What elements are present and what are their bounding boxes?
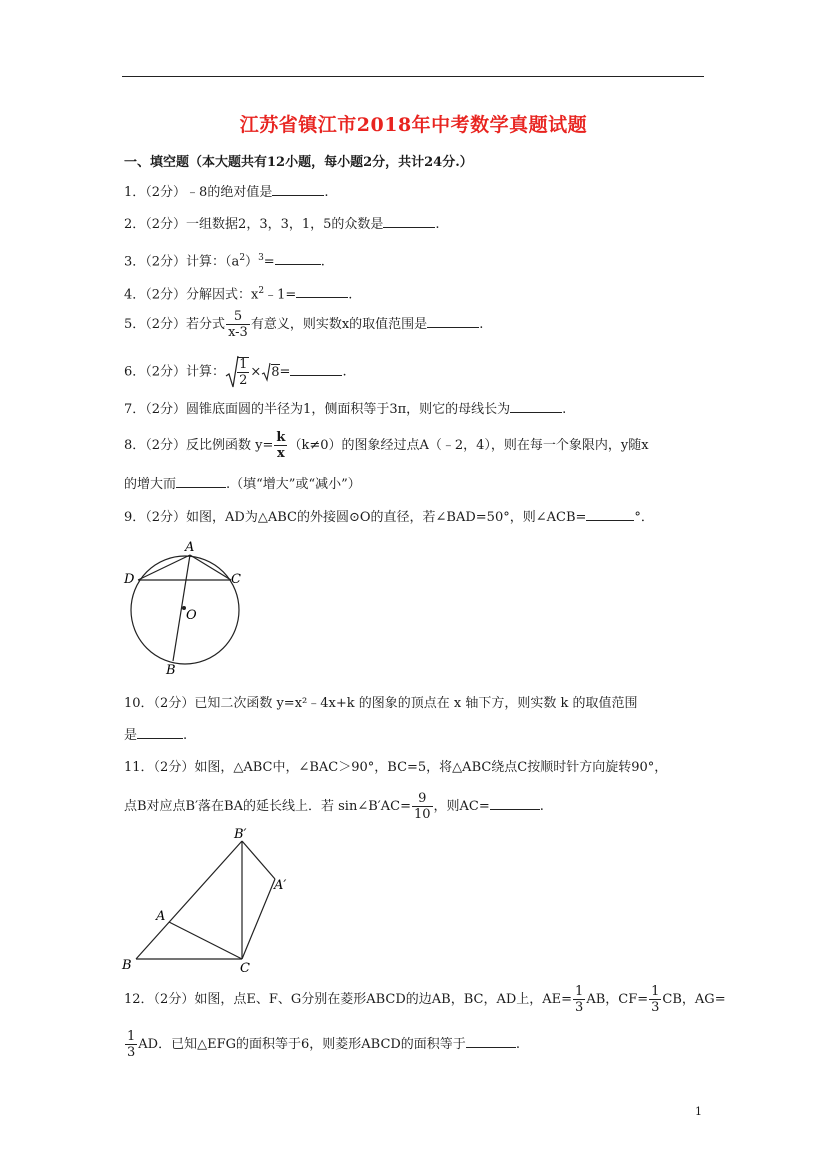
question-text: CB，AG= — [662, 992, 726, 1007]
question-8 — [124, 431, 649, 460]
question-end: . — [562, 402, 567, 417]
question-text: 如图，点E、F、G分别在菱形ABCD的边AB，BC，AD上，AE= — [194, 992, 573, 1007]
fraction-numerator: 1 — [575, 984, 584, 999]
segment-bprime-aprime — [242, 841, 275, 879]
question-number: 2．（2分） — [124, 217, 187, 232]
question-end: . — [320, 254, 325, 270]
label-a-prime: A′ — [274, 878, 287, 893]
question-text: 的增大而 — [124, 477, 177, 492]
fraction-numerator: 5 — [226, 310, 250, 325]
question-number: 11．（2分） — [124, 760, 195, 775]
question-text: = — [263, 254, 275, 270]
label-o: O — [186, 608, 197, 623]
question-5 — [124, 310, 483, 339]
question-1 — [124, 183, 328, 203]
answer-blank[interactable] — [466, 1035, 516, 1048]
question-end: . — [348, 287, 353, 303]
question-end: . — [183, 728, 188, 743]
question-text: ，则AC= — [433, 799, 490, 814]
fraction-numerator: k — [276, 430, 286, 445]
fraction-denominator: 3 — [127, 1045, 136, 1060]
question-end: . — [539, 799, 544, 814]
answer-blank[interactable] — [275, 252, 321, 265]
fraction — [274, 431, 287, 460]
question-8-line-2 — [124, 475, 361, 495]
label-b: B — [122, 958, 132, 973]
question-number: 1．（2分） — [124, 185, 187, 200]
question-10 — [124, 694, 637, 714]
question-number: 8．（2分） — [124, 438, 187, 453]
page-title: 江苏省镇江市2018年中考数学真题试题 — [239, 114, 588, 136]
answer-blank[interactable] — [290, 363, 342, 376]
fraction — [226, 310, 250, 339]
question-number: 3．（2分） — [124, 254, 187, 270]
fraction-numerator: 1 — [239, 357, 248, 372]
radicand: 8 — [271, 364, 280, 380]
question-end: °． — [634, 510, 654, 525]
answer-blank[interactable] — [586, 508, 634, 521]
answer-blank[interactable] — [296, 285, 348, 298]
question-text: 是 — [124, 728, 138, 743]
fraction — [125, 1030, 137, 1059]
question-text: 计算：（a — [186, 254, 240, 270]
question-text: （k≠0）的图象经过点A（﹣2，4），则在每一个象限内，y随x — [288, 438, 649, 453]
fraction-numerator: 1 — [651, 984, 660, 999]
answer-blank[interactable] — [490, 797, 540, 810]
exponent: 2 — [258, 286, 265, 296]
question-text: 已知二次函数 y=x²﹣4x+k 的图象的顶点在 x 轴下方，则实数 k 的取值范围 — [194, 696, 638, 711]
fraction-numerator: 9 — [412, 792, 433, 807]
segment-aprime-c — [242, 879, 275, 959]
question-4 — [124, 281, 352, 305]
question-end: . — [435, 217, 440, 232]
label-b-prime: B′ — [234, 827, 247, 842]
fraction-denominator: 10 — [413, 807, 431, 822]
question-text: ﹣1= — [264, 287, 297, 303]
question-3 — [124, 248, 325, 272]
fraction — [237, 357, 249, 387]
question-number: 12．（2分） — [124, 992, 195, 1007]
times-sign: × — [250, 364, 262, 380]
label-c: C — [240, 961, 250, 974]
header-rule — [122, 76, 704, 77]
answer-blank[interactable] — [427, 315, 479, 328]
segment-bbprime — [136, 841, 242, 959]
question-text: 一组数据2，3，3，1，5的众数是 — [186, 217, 384, 232]
question-text: 如图，△ABC中，∠BAC＞90°，BC=5，将△ABC绕点C按顺时针方向旋转90°， — [194, 760, 668, 775]
question-text: 若分式 — [186, 317, 226, 332]
segment-ad — [138, 555, 190, 580]
section-heading: 一、填空题（本大题共有12小题，每小题2分，共计24分.） — [124, 155, 473, 170]
label-b: B — [166, 663, 176, 678]
label-d: D — [124, 572, 135, 587]
question-text: 分解因式：x — [186, 287, 259, 303]
question-number: 6．（2分） — [124, 364, 187, 380]
fraction-denominator: 3 — [651, 1000, 660, 1015]
question-text: 计算： — [186, 364, 226, 380]
question-11-line-2 — [124, 792, 544, 821]
question-end: . — [324, 185, 329, 200]
question-end: . — [515, 1037, 520, 1052]
question-text: 点B对应点B′落在BA的延长线上．若 sin∠B′AC= — [124, 799, 411, 814]
figure-9-circle-diagram — [120, 538, 250, 678]
exponent: 3 — [258, 253, 264, 263]
question-number: 4．（2分） — [124, 287, 187, 303]
fraction-denominator: 2 — [239, 373, 248, 388]
segment-ac — [190, 555, 231, 580]
question-12-line-2 — [124, 1030, 520, 1059]
question-12 — [124, 985, 726, 1014]
answer-blank[interactable] — [176, 475, 226, 488]
question-number: 7．（2分） — [124, 402, 187, 417]
label-a: A — [156, 909, 166, 924]
fraction — [412, 792, 433, 821]
question-text: = — [279, 364, 291, 380]
question-text: AD．已知△EFG的面积等于6，则菱形ABCD的面积等于 — [138, 1037, 466, 1052]
question-text: 有意义，则实数x的取值范围是 — [250, 317, 428, 332]
question-number: 9．（2分） — [124, 510, 187, 525]
fraction — [649, 985, 661, 1014]
fraction-denominator: 3 — [575, 1000, 584, 1015]
segment-ac — [169, 922, 242, 959]
question-text: .（填“增大”或“减小”） — [226, 477, 361, 492]
question-2 — [124, 215, 440, 235]
radical-sign-icon — [261, 362, 271, 382]
question-text: ﹣8的绝对值是 — [186, 185, 273, 200]
fraction-denominator: x-3 — [228, 325, 248, 340]
question-text: 如图，AD为△ABC的外接圆⊙O的直径，若∠BAD=50°，则∠ACB= — [186, 510, 587, 525]
label-c: C — [231, 572, 241, 587]
exponent: 2 — [239, 253, 246, 263]
page-number: 1 — [695, 1105, 702, 1118]
question-11 — [124, 758, 667, 778]
answer-blank[interactable] — [272, 183, 324, 196]
question-7 — [124, 400, 566, 420]
question-end: . — [479, 317, 484, 332]
answer-blank[interactable] — [510, 400, 562, 413]
circle-o — [131, 556, 239, 664]
fraction-numerator: 1 — [127, 1029, 136, 1044]
answer-blank[interactable] — [383, 215, 435, 228]
fraction-denominator: x — [277, 446, 285, 461]
question-end: . — [342, 364, 347, 380]
figure-11-rotation-diagram — [118, 822, 298, 974]
question-text: AB，CF= — [586, 992, 649, 1007]
fraction — [573, 985, 585, 1014]
question-number: 5．（2分） — [124, 317, 187, 332]
label-a: A — [185, 540, 195, 555]
answer-blank[interactable] — [137, 726, 183, 739]
question-9 — [124, 508, 654, 528]
question-6 — [124, 354, 347, 390]
question-text: ） — [245, 254, 259, 270]
question-text: 圆锥底面圆的半径为1，侧面积等于3π，则它的母线长为 — [186, 402, 511, 417]
question-number: 10．（2分） — [124, 696, 195, 711]
question-text: 反比例函数 y= — [186, 438, 274, 453]
question-10-line-2 — [124, 726, 187, 746]
